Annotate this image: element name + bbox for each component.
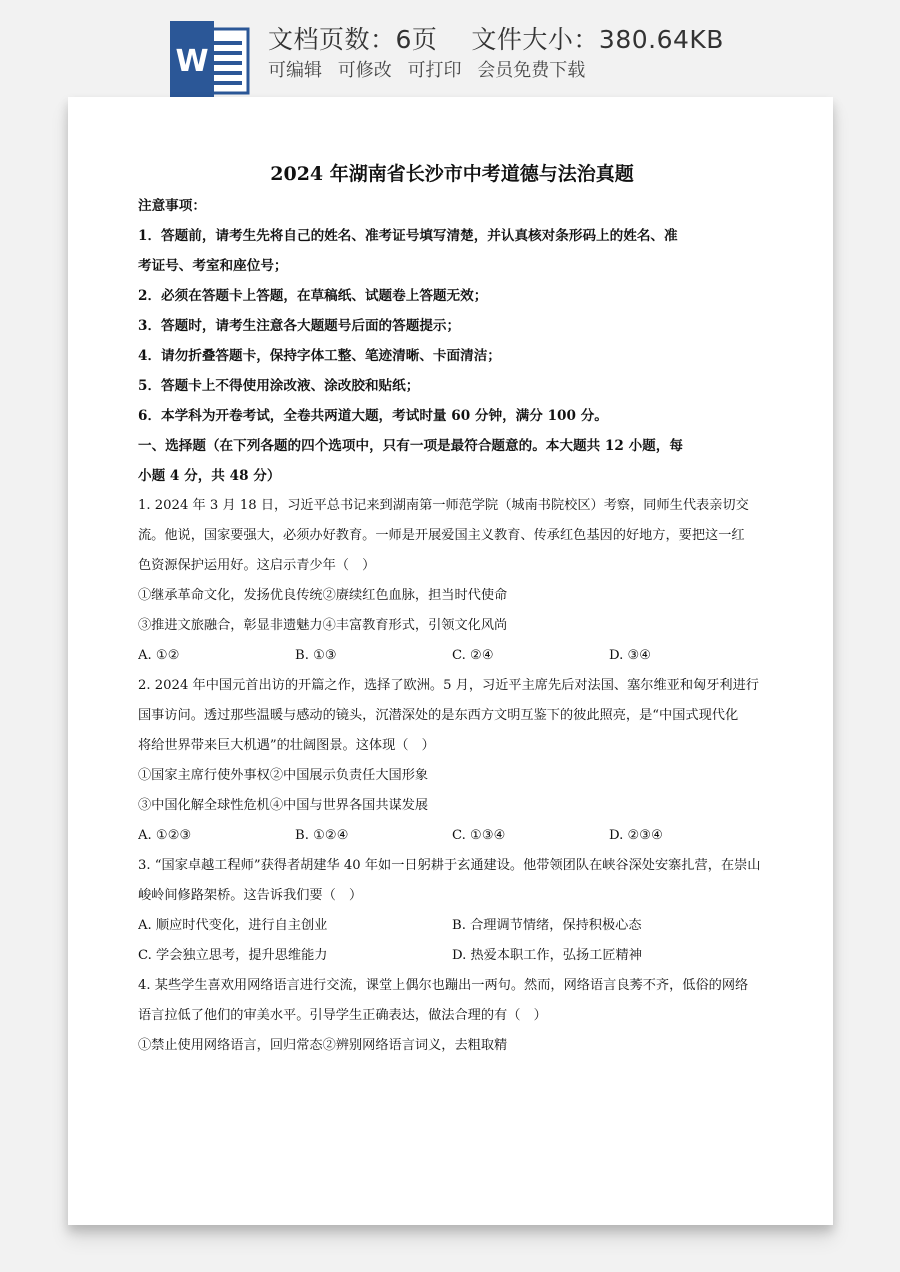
option-d: D. ②③④	[609, 828, 663, 843]
question-4-stem: 4. 某些学生喜欢用网络语言进行交流，课堂上偶尔也蹦出一两句。然而，网络语言良莠不齐，低俗的网络	[138, 978, 749, 993]
page-count: 文档页数：6页	[268, 25, 438, 54]
question-1-stem: 色资源保护运用好。这启示青少年（ ）	[138, 558, 376, 573]
option-d: D. 热爱本职工作，弘扬工匠精神	[452, 948, 642, 963]
option-c: C. 学会独立思考，提升思维能力	[138, 948, 328, 963]
notice-line: 1．答题前，请考生先将自己的姓名、准考证号填写清楚，并认真核对条形码上的姓名、准	[138, 228, 678, 244]
option-b: B. ①②④	[295, 828, 349, 843]
option-c: C. ①③④	[452, 828, 506, 843]
document-content	[138, 159, 766, 1061]
feature-printable: 可打印	[407, 60, 462, 81]
feature-modifiable: 可修改	[337, 60, 392, 81]
question-3-options	[138, 941, 766, 971]
question-1-statement: ③推进文旅融合，彰显非遗魅力④丰富教育形式，引领文化风尚	[138, 618, 508, 633]
document-page	[68, 97, 833, 1225]
question-3-options	[138, 911, 766, 941]
option-a: A. ①②	[138, 648, 180, 663]
option-b: B. ①③	[295, 648, 337, 663]
question-1-stem: 流。他说，国家要强大，必须办好教育。一师是开展爱国主义教育、传承红色基因的好地方，要把这一红	[138, 528, 745, 543]
file-size: 文件大小：380.64KB	[471, 25, 724, 54]
download-banner	[0, 0, 900, 100]
word-icon-letter: W	[175, 44, 209, 79]
feature-member-download: 会员免费下载	[477, 60, 586, 81]
question-2-stem: 将给世界带来巨大机遇”的壮阔图景。这体现（ ）	[138, 738, 435, 753]
option-a: A. 顺应时代变化，进行自主创业	[138, 918, 328, 933]
file-info	[268, 20, 724, 56]
option-c: C. ②④	[452, 648, 494, 663]
question-2-statement: ①国家主席行使外事权②中国展示负责任大国形象	[138, 768, 429, 783]
question-1-options	[138, 641, 766, 671]
question-2-statement: ③中国化解全球性危机④中国与世界各国共谋发展	[138, 798, 429, 813]
feature-list	[268, 56, 595, 82]
question-4-statement: ①禁止使用网络语言，回归常态②辨别网络语言词义，去粗取精	[138, 1038, 508, 1053]
feature-editable: 可编辑	[268, 60, 322, 81]
option-a: A. ①②③	[138, 828, 192, 843]
document-title: 2024 年湖南省长沙市中考道德与法治真题	[270, 163, 634, 185]
word-document-icon	[170, 21, 252, 99]
notice-line: 3．答题时，请考生注意各大题题号后面的答题提示；	[138, 318, 461, 334]
section-heading: 小题 4 分，共 48 分）	[138, 468, 281, 484]
question-2-stem: 国事访问。透过那些温暖与感动的镜头，沉潜深处的是东西方文明互鉴下的彼此照亮，是“中国式现代化	[138, 708, 739, 723]
notice-line: 2．必须在答题卡上答题，在草稿纸、试题卷上答题无效；	[138, 288, 488, 304]
question-3-stem: 峻岭间修路架桥。这告诉我们要（ ）	[138, 888, 363, 903]
notice-line: 5．答题卡上不得使用涂改液、涂改胶和贴纸；	[138, 378, 420, 394]
section-heading: 一、选择题（在下列各题的四个选项中，只有一项是最符合题意的。本大题共 12 小题，每	[138, 438, 683, 454]
option-d: D. ③④	[609, 648, 652, 663]
question-1-stem: 1. 2024 年 3 月 18 日，习近平总书记来到湖南第一师范学院（城南书院校区）考察，同师生代表亲切交	[138, 498, 749, 513]
question-2-options	[138, 821, 766, 851]
question-4-stem: 语言拉低了他们的审美水平。引导学生正确表达，做法合理的有（ ）	[138, 1008, 547, 1023]
question-3-stem: 3. “国家卓越工程师”获得者胡建华 40 年如一日躬耕于玄通建设。他带领团队在峡谷深处安寨扎营，在崇山	[138, 858, 761, 873]
notice-line: 考证号、考室和座位号；	[138, 258, 288, 274]
option-b: B. 合理调节情绪，保持积极心态	[452, 918, 642, 933]
question-2-stem: 2. 2024 年中国元首出访的开篇之作，选择了欧洲。5 月，习近平主席先后对法国、塞尔维亚和匈牙利进行	[138, 678, 759, 693]
notice-line: 6．本学科为开卷考试，全卷共两道大题，考试时量 60 分钟，满分 100 分。	[138, 408, 608, 424]
notice-line: 4．请勿折叠答题卡，保持字体工整、笔迹清晰、卡面清洁；	[138, 348, 501, 364]
question-1-statement: ①继承革命文化，发扬优良传统②赓续红色血脉，担当时代使命	[138, 588, 508, 603]
notice-heading: 注意事项：	[138, 198, 206, 214]
